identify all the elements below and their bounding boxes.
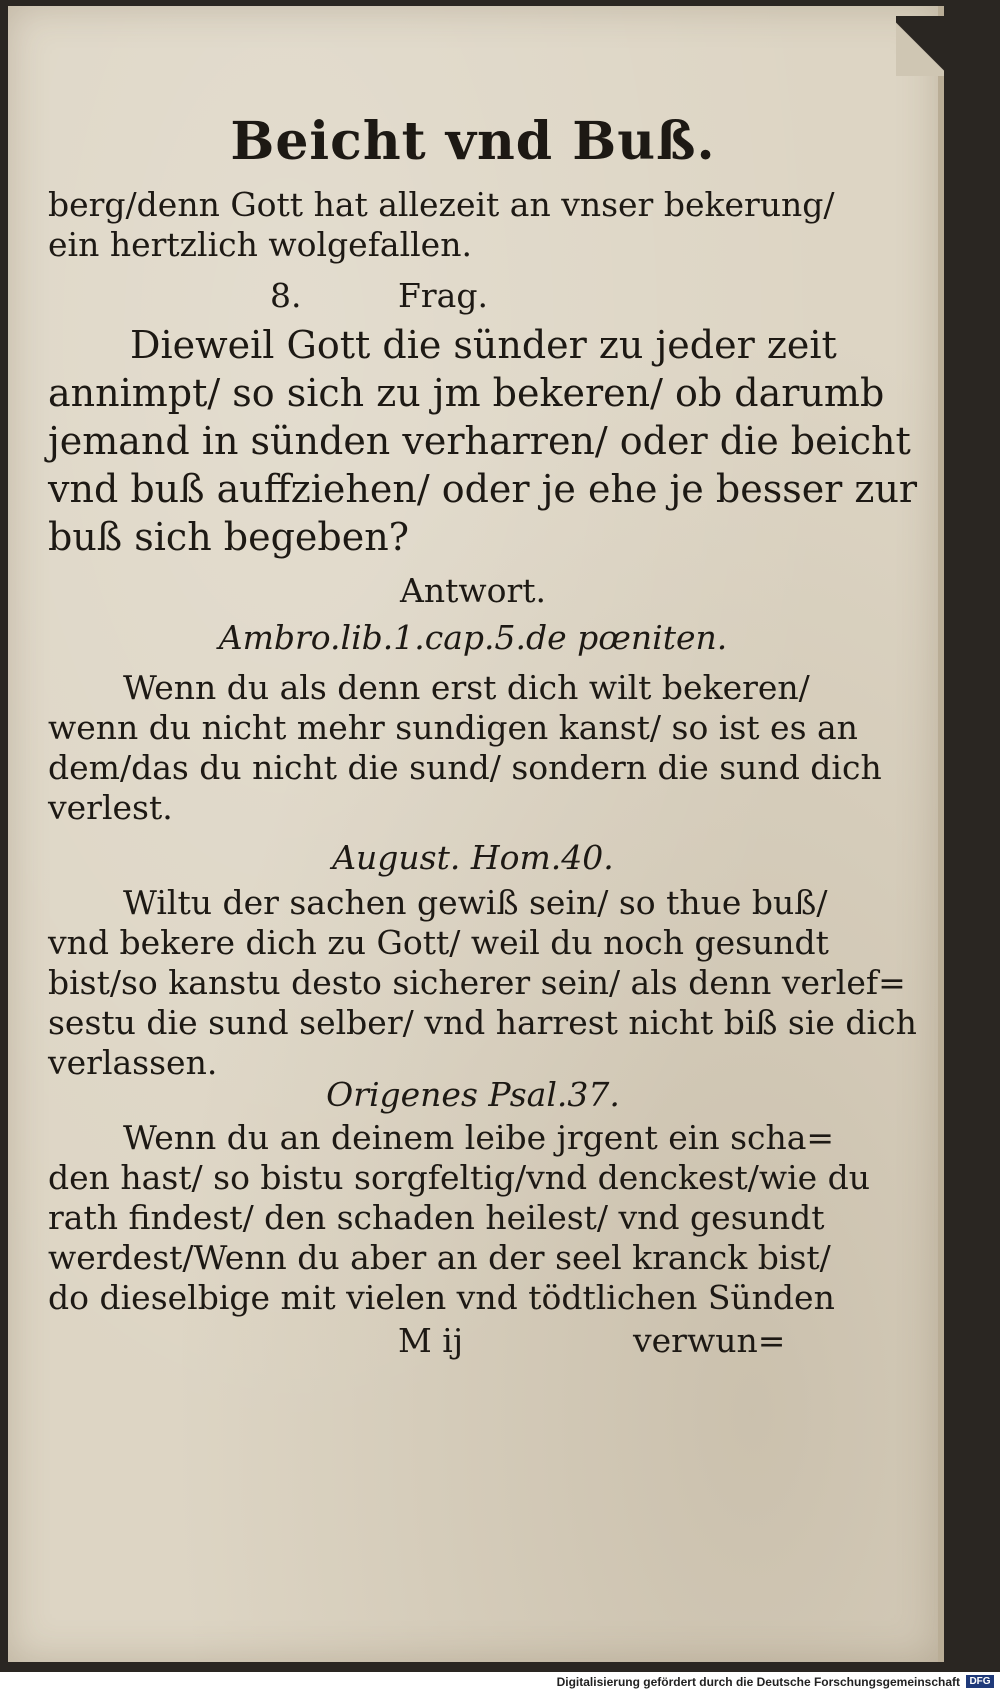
running-head: Beicht vnd Buß. [230,111,716,172]
text-line: do dieselbige mit vielen vnd tödtlichen Sünden [48,1278,835,1317]
signature-mark: M ij [398,1321,464,1360]
question-heading: Frag. [398,276,488,315]
text-line: Wenn du an deinem leibe jrgent ein scha= [123,1118,835,1157]
text-line: Dieweil Gott die sünder zu jeder zeit [130,323,837,367]
dfg-logo: DFG [966,1675,994,1688]
text-line: sestu die sund selber/ vnd harrest nicht biß sie dich [48,1003,917,1042]
text-line: verlest. [48,788,173,827]
citation-ambrose: Ambro.lib.1.cap.5.de pœniten. [218,618,728,657]
answer-heading: Antwort. [400,571,546,610]
text-line: dem/das du nicht die sund/ sondern die sund dich [48,748,882,787]
citation-origen: Origenes Psal.37. [326,1075,620,1114]
text-line: vnd bekere dich zu Gott/ weil du noch gesundt [48,923,829,962]
text-line: bist/so kanstu desto sicherer sein/ als denn verlef= [48,963,906,1002]
question-number: 8. [270,276,302,315]
folded-corner [896,16,944,76]
text-line: berg/denn Gott hat allezeit an vnser bekerung/ [48,185,835,224]
text-line: annimpt/ so sich zu jm bekeren/ ob darumb [48,371,885,415]
text-line: den hast/ so bistu sorgfeltig/vnd denckest/wie du [48,1158,871,1197]
catchword: verwun= [633,1321,786,1360]
text-line: vnd buß auffziehen/ oder je ehe je besser zur [48,467,918,511]
book-page [8,6,944,1662]
text-line: Wiltu der sachen gewiß sein/ so thue buß/ [123,883,828,922]
digitization-footer [0,1672,1000,1692]
text-line: wenn du nicht mehr sundigen kanst/ so ist es an [48,708,858,747]
citation-augustine: August. Hom.40. [332,838,614,877]
text-line: verlassen. [48,1043,218,1082]
text-line: buß sich begeben? [48,515,410,559]
text-line: jemand in sünden verharren/ oder die beicht [48,419,911,463]
text-line: Wenn du als denn erst dich wilt bekeren/ [123,668,810,707]
funding-credit: Digitalisierung gefördert durch die Deutsche Forschungsgemeinschaft [556,1675,960,1689]
text-line: ein hertzlich wolgefallen. [48,225,472,264]
text-line: rath findest/ den schaden heilest/ vnd gesundt [48,1198,825,1237]
text-line: werdest/Wenn du aber an der seel kranck bist/ [48,1238,831,1277]
